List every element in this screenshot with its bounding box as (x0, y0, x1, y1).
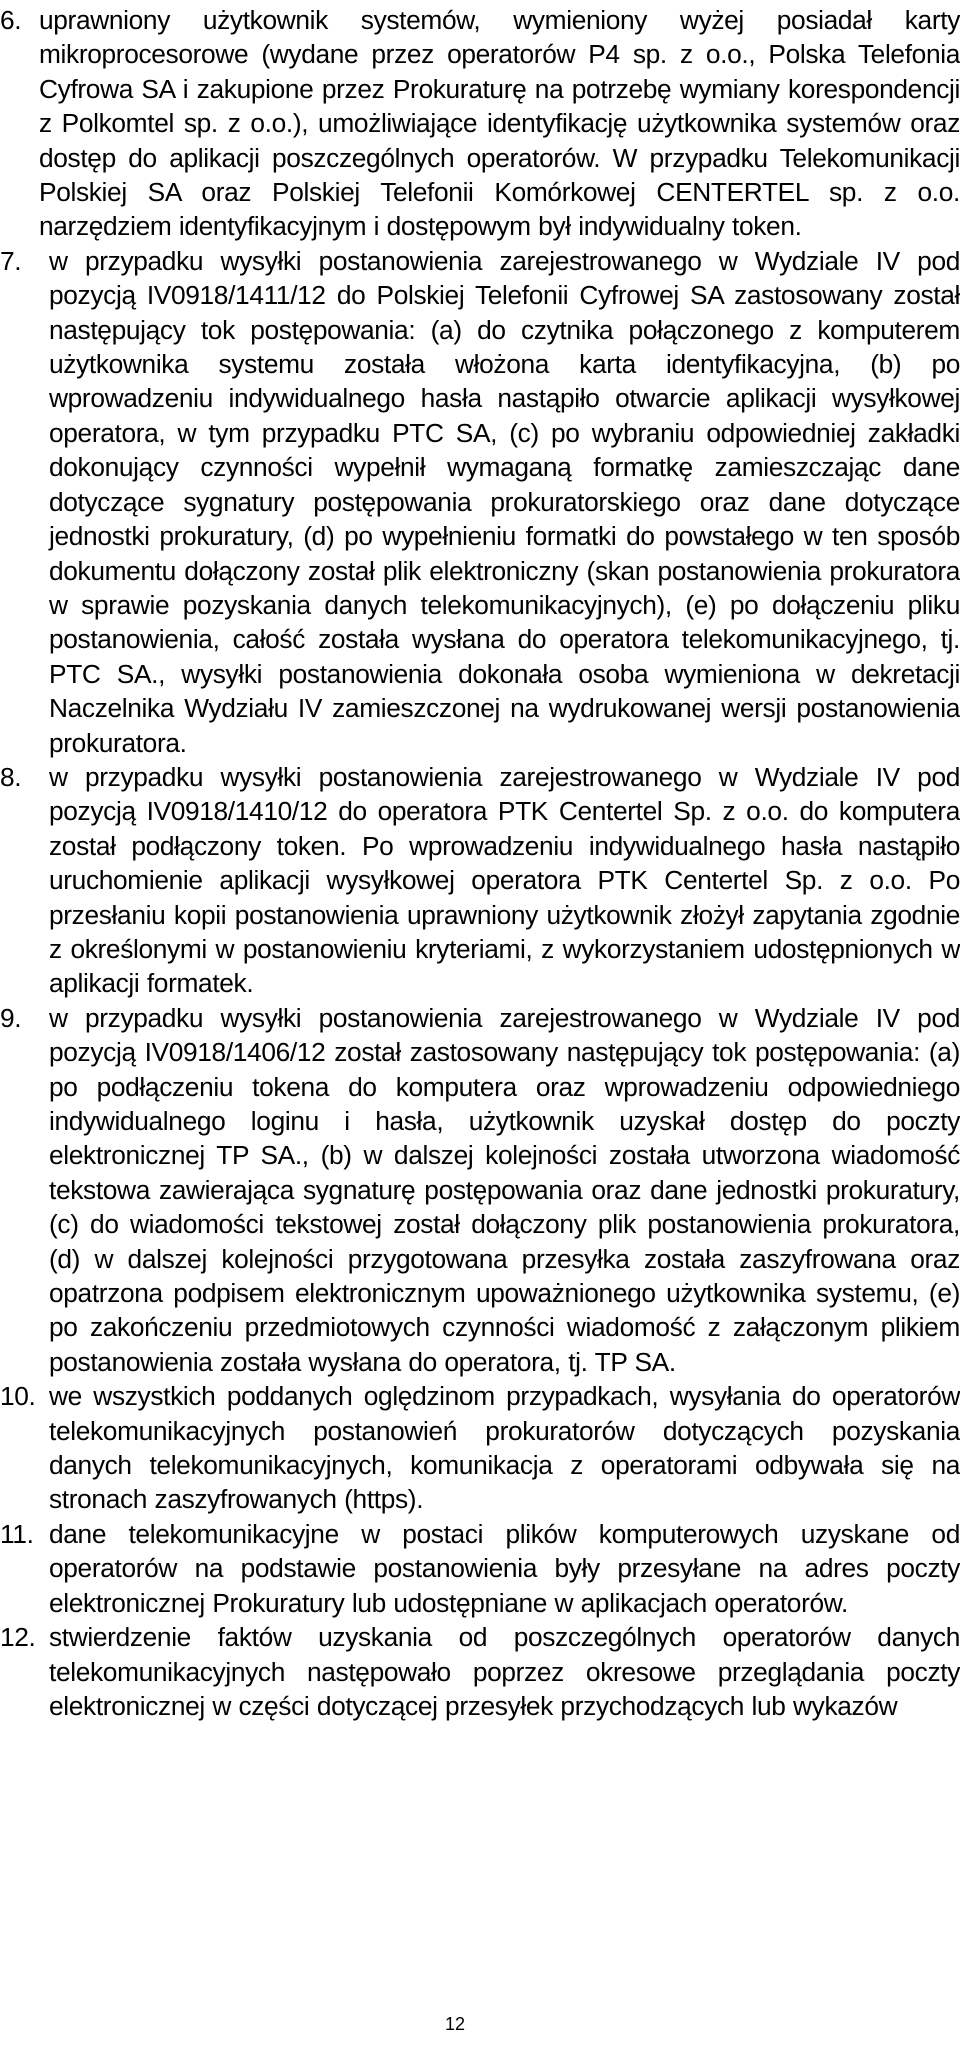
list-item (0, 1517, 960, 1620)
item-number: 10. (0, 1381, 36, 1412)
item-text: w przypadku wysyłki postanowienia zarejestrowanego w Wydziale IV pod pozycją IV0918/1411/12 do Polskiej Telefonii Cyfrowej SA zastosowany został następujący tok postępowania: (a) do czytnika połączonego z komputerem użytkownika systemu została włożona karta identyfikacyjna, (b) po wprowadzeniu indywidualnego hasła nastąpiło otwarcie aplikacji wysyłkowej operatora, w tym przypadku PTC SA, (c) po wybraniu odpowiedniej zakładki dokonujący czynności wypełnił wymaganą formatkę zamieszczając dane dotyczące sygnatury postępowania prokuratorskiego oraz dane dotyczące jednostki prokuratury, (d) po wypełnieniu formatki do powstałego w ten sposób dokumentu dołączony został plik elektroniczny (skan postanowienia prokuratora w sprawie pozyskania danych telekomunikacyjnych), (e) po dołączeniu pliku postanowienia, całość została wysłana do operatora telekomunikacyjnego, tj. PTC SA., wysyłki postanowienia dokonała osoba wymieniona w dekretacji Naczelnika Wydziału IV zamieszczonej na wydrukowanej wersji postanowienia prokuratora. (49, 245, 960, 758)
item-number: 8. (0, 761, 22, 792)
list-item (0, 1379, 960, 1517)
item-number: 9. (0, 1002, 22, 1033)
item-text: uprawniony użytkownik systemów, wymieniony wyżej posiadał karty mikroprocesorowe (wydane przez operatorów P4 sp. z o.o., Polska Telefonia Cyfrowa SA i zakupione przez Prokuraturę na potrzebę wymiany korespondencji z Polkomtel sp. z o.o.), umożliwiające identyfikację użytkownika systemów oraz dostęp do aplikacji poszczególnych operatorów. W przypadku Telekomunikacji Polskiej SA oraz Polskiej Telefonii Komórkowej CENTERTEL sp. z o.o. narzędziem identyfikacyjnym i dostępowym był indywidualny token. (39, 5, 960, 242)
item-text: dane telekomunikacyjne w postaci plików komputerowych uzyskane od operatorów na podstawie postanowienia były przesyłane na adres poczty elektronicznej Prokuratury lub udostępniane w aplikacjach operatorów. (49, 1518, 960, 1618)
item-text: stwierdzenie faktów uzyskania od poszczególnych operatorów danych telekomunikacyjnych następowało poprzez okresowe przeglądania poczty elektronicznej w części dotyczącej przesyłek przychodzących lub wykazów (49, 1622, 960, 1721)
list-item (0, 1620, 960, 1723)
item-text: we wszystkich poddanych oględzinom przypadkach, wysyłania do operatorów telekomunikacyjnych postanowień prokuratorów dotyczących pozyskania danych telekomunikacyjnych, komunikacja z operatorami odbywała się na stronach zaszyfrowanych (https). (49, 1381, 960, 1515)
item-number: 7. (0, 245, 22, 276)
list-item (0, 244, 960, 760)
page-number: 12 (444, 2014, 466, 2034)
list-item (0, 0, 960, 244)
item-text: w przypadku wysyłki postanowienia zarejestrowanego w Wydziale IV pod pozycją IV0918/1406/12 został zastosowany następujący tok postępowania: (a) po podłączeniu tokena do komputera oraz wprowadzeniu odpowiedniego indywidualnego loginu i hasła, użytkownik uzyskał dostęp do poczty elektronicznej TP SA., (b) w dalszej kolejności została utworzona wiadomość tekstowa zawierająca sygnaturę postępowania oraz dane jednostki prokuratury, (c) do wiadomości tekstowej został dołączony plik postanowienia prokuratora, (d) w dalszej kolejności przygotowana przesyłka została zaszyfrowana oraz opatrzona podpisem elektronicznym upoważnionego użytkownika systemu, (e) po zakończeniu przedmiotowych czynności wiadomość z załączonym plikiem postanowienia została wysłana do operatora, tj. TP SA. (49, 1002, 960, 1377)
item-number: 6. (0, 5, 22, 35)
item-number: 11. (0, 1518, 34, 1549)
item-text: w przypadku wysyłki postanowienia zarejestrowanego w Wydziale IV pod pozycją IV0918/1410/12 do operatora PTK Centertel Sp. z o.o. do komputera został podłączony token. Po wprowadzeniu indywidualnego hasła nastąpiło uruchomienie aplikacji wysyłkowej operatora PTK Centertel Sp. z o.o. Po przesłaniu kopii postanowienia uprawniony użytkownik złożył zapytania zgodnie z określonymi w postanowieniu kryteriami, z wykorzystaniem udostępnionych w aplikacji formatek. (49, 761, 960, 999)
list-item (0, 1001, 960, 1379)
item-number: 12. (0, 1622, 36, 1653)
list-item (0, 760, 960, 1001)
